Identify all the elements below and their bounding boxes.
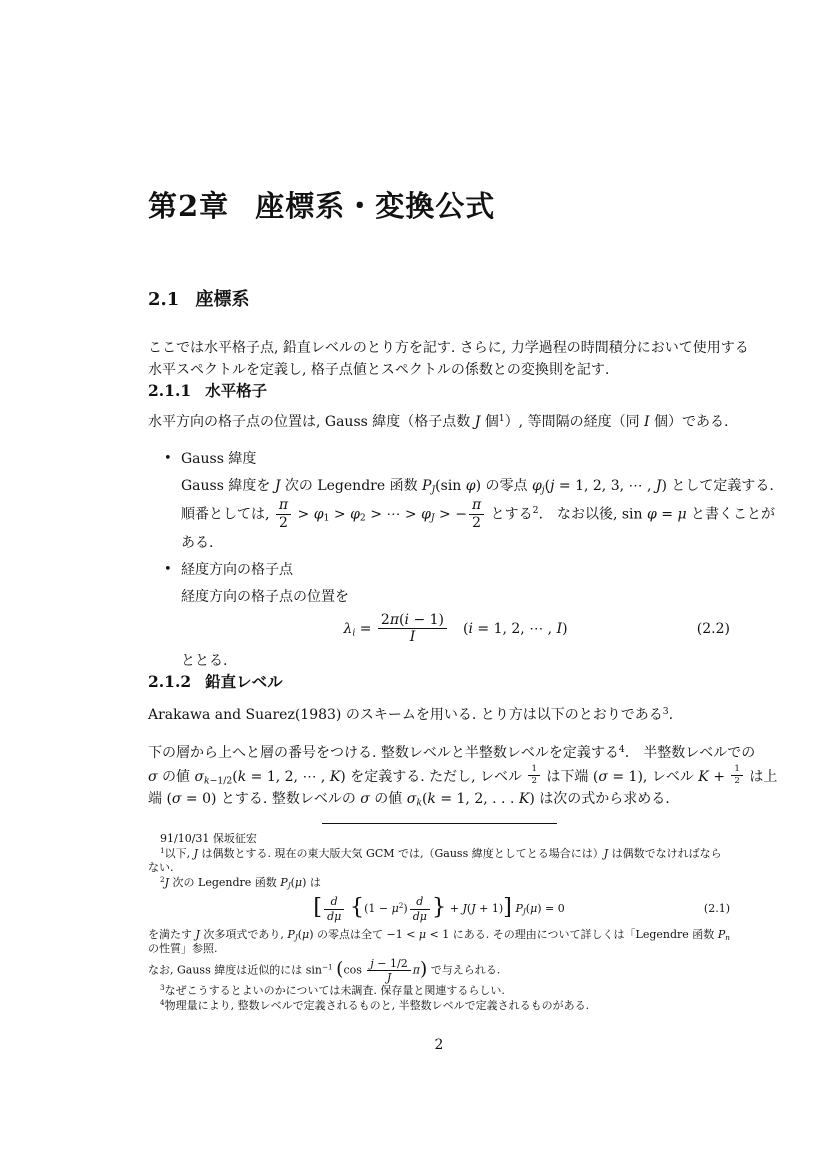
footnotes [148,832,730,1013]
footnote-4-line: $^4$物理量により, 整数レベルで定義されるものと, 半整数レベルで定義されるものがある. [160,997,590,1012]
horizontal-grid-paragraph [148,411,730,433]
footnote-3-line: $^3$なぜこうするとよいのかについては未調査. 保存量と関連するらしい. [160,983,505,998]
bullet-body [181,586,730,673]
text-line: 順番としては, $\frac{\pi}{2}$ > $\varphi_1 > \varphi_2$ > ⋯ > $\varphi_J$ > − $\frac{\pi}{2}$ とする$^2$. なお以後, sin φ = μ と書くことが [181,497,775,531]
footnote-2-line: なお, Gauss 緯度は近似的には $\sin^{-1} (\cos$ $\frac{j - 1/2}{J}$ π) で与えられる. [148,956,501,984]
text-line: 経度方向の格子点の位置を [181,588,349,605]
chapter-title: 座標系・変換公式 [255,189,496,223]
bullet-icon: • [164,451,172,466]
bullet-icon: • [164,561,172,577]
subsection-number: 2.1.1 [148,381,192,400]
text-line: ある. [181,534,214,551]
section-number: 2.1 [148,289,180,310]
text-line: 水平スペクトルを定義し, 格子点値とスペクトルの係数との変換則を記す. [148,362,610,378]
text-line: Gauss 緯度を J 次の Legendre 函数 $P_J(\sin$ φ) の零点 $\varphi_j(j = 1$, 2, 3, ⋯ , J) として定義する. [181,478,774,496]
text-line: ここでは水平格子点, 鉛直レベルのとり方を記す. さらに, 力学過程の時間積分において使用する [148,340,749,356]
equation-body: [ $\frac{d}{d\mu}$ {$(1 - \mu^2)$ $\frac{d}{d\mu}$ } + J(J + 1)] $P_J(\mu) = 0$ [313,893,565,923]
bullet-list [148,449,775,672]
equation-2-1 [148,895,730,922]
subsection-heading-2-1-1 [148,381,730,400]
chapter-number: 第2章 [148,189,230,223]
text-line: σ の値 $\sigma_{k-1/2}(k = 1$, 2, ⋯ , K) を定義する. ただし, レベル $\frac{1}{2}$ は下端 (σ = 1), レベル K + $\frac{1}{2}$ は上 [148,764,778,787]
text-line: 下の層から上へと層の番号をつける. 整数レベルと半整数レベルを定義する$^4$. 半整数レベルでの [148,744,756,762]
subsection-title: 鉛直レベル [205,672,283,692]
levels-paragraph [148,742,778,810]
footnote-2-line: $^2$J 次の Legendre 函数 $P_J(\mu)$ は [160,874,321,890]
page-number: 2 [434,1037,444,1054]
page-content [148,0,778,1054]
footnote-2-line: の性質」参照. [148,942,218,956]
footnote-1-line: ない. [148,861,174,875]
chapter-heading [148,188,730,224]
footnote-1-line: $^1$以下, J は偶数とする. 現在の東大版大気 GCM では,（Gauss 緯度としてとる場合には）J は偶数でなければなら [160,845,722,860]
section-heading-2-1 [148,290,730,310]
subsection-heading-2-1-2 [148,672,730,691]
list-item-longitude-grid [148,560,730,673]
bullet-label: 経度方向の格子点 [181,561,293,578]
revision-date-line: 91/10/31 保坂征宏 [160,832,257,846]
bullet-label: Gauss 緯度 [181,451,257,467]
equation-body: $\lambda_i$ = $\frac{2\pi(i - 1)}{I}$ (i = 1, 2, ⋯ , I) [343,611,568,646]
subsection-title: 水平格子 [205,381,268,400]
subsection-number: 2.1.2 [148,672,192,692]
footnote-rule [322,823,557,824]
section-title: 座標系 [195,289,250,310]
intro-paragraph [148,337,749,381]
equation-number: (2.1) [703,902,730,915]
text-line: Arakawa and Suarez(1983) のスキームを用いる. とり方は以下のとおりである$^3$. [148,706,674,724]
arakawa-paragraph [148,704,730,726]
footnote-2-line: を満たす J 次多項式であり, $P_J(\mu)$ の零点は全て −1 < μ < 1 にある. その理由について詳しくは「Legendre 函数 $P_n$ [148,927,730,942]
text-line: 端 (σ = 0) とする. 整数レベルの σ の値 $\sigma_k(k = 1$, 2, . . . K) は次の式から求める. [148,791,670,809]
equation-2-2 [181,612,730,647]
list-item-gauss-latitude [148,449,775,554]
equation-number: (2.2) [696,620,730,637]
text-line: 水平方向の格子点の位置は, Gauss 緯度（格子点数 J 個$^1$）, 等間隔の経度（同 I 個）である. [148,412,729,430]
bullet-body [181,475,775,554]
text-line: ととる. [181,653,228,670]
